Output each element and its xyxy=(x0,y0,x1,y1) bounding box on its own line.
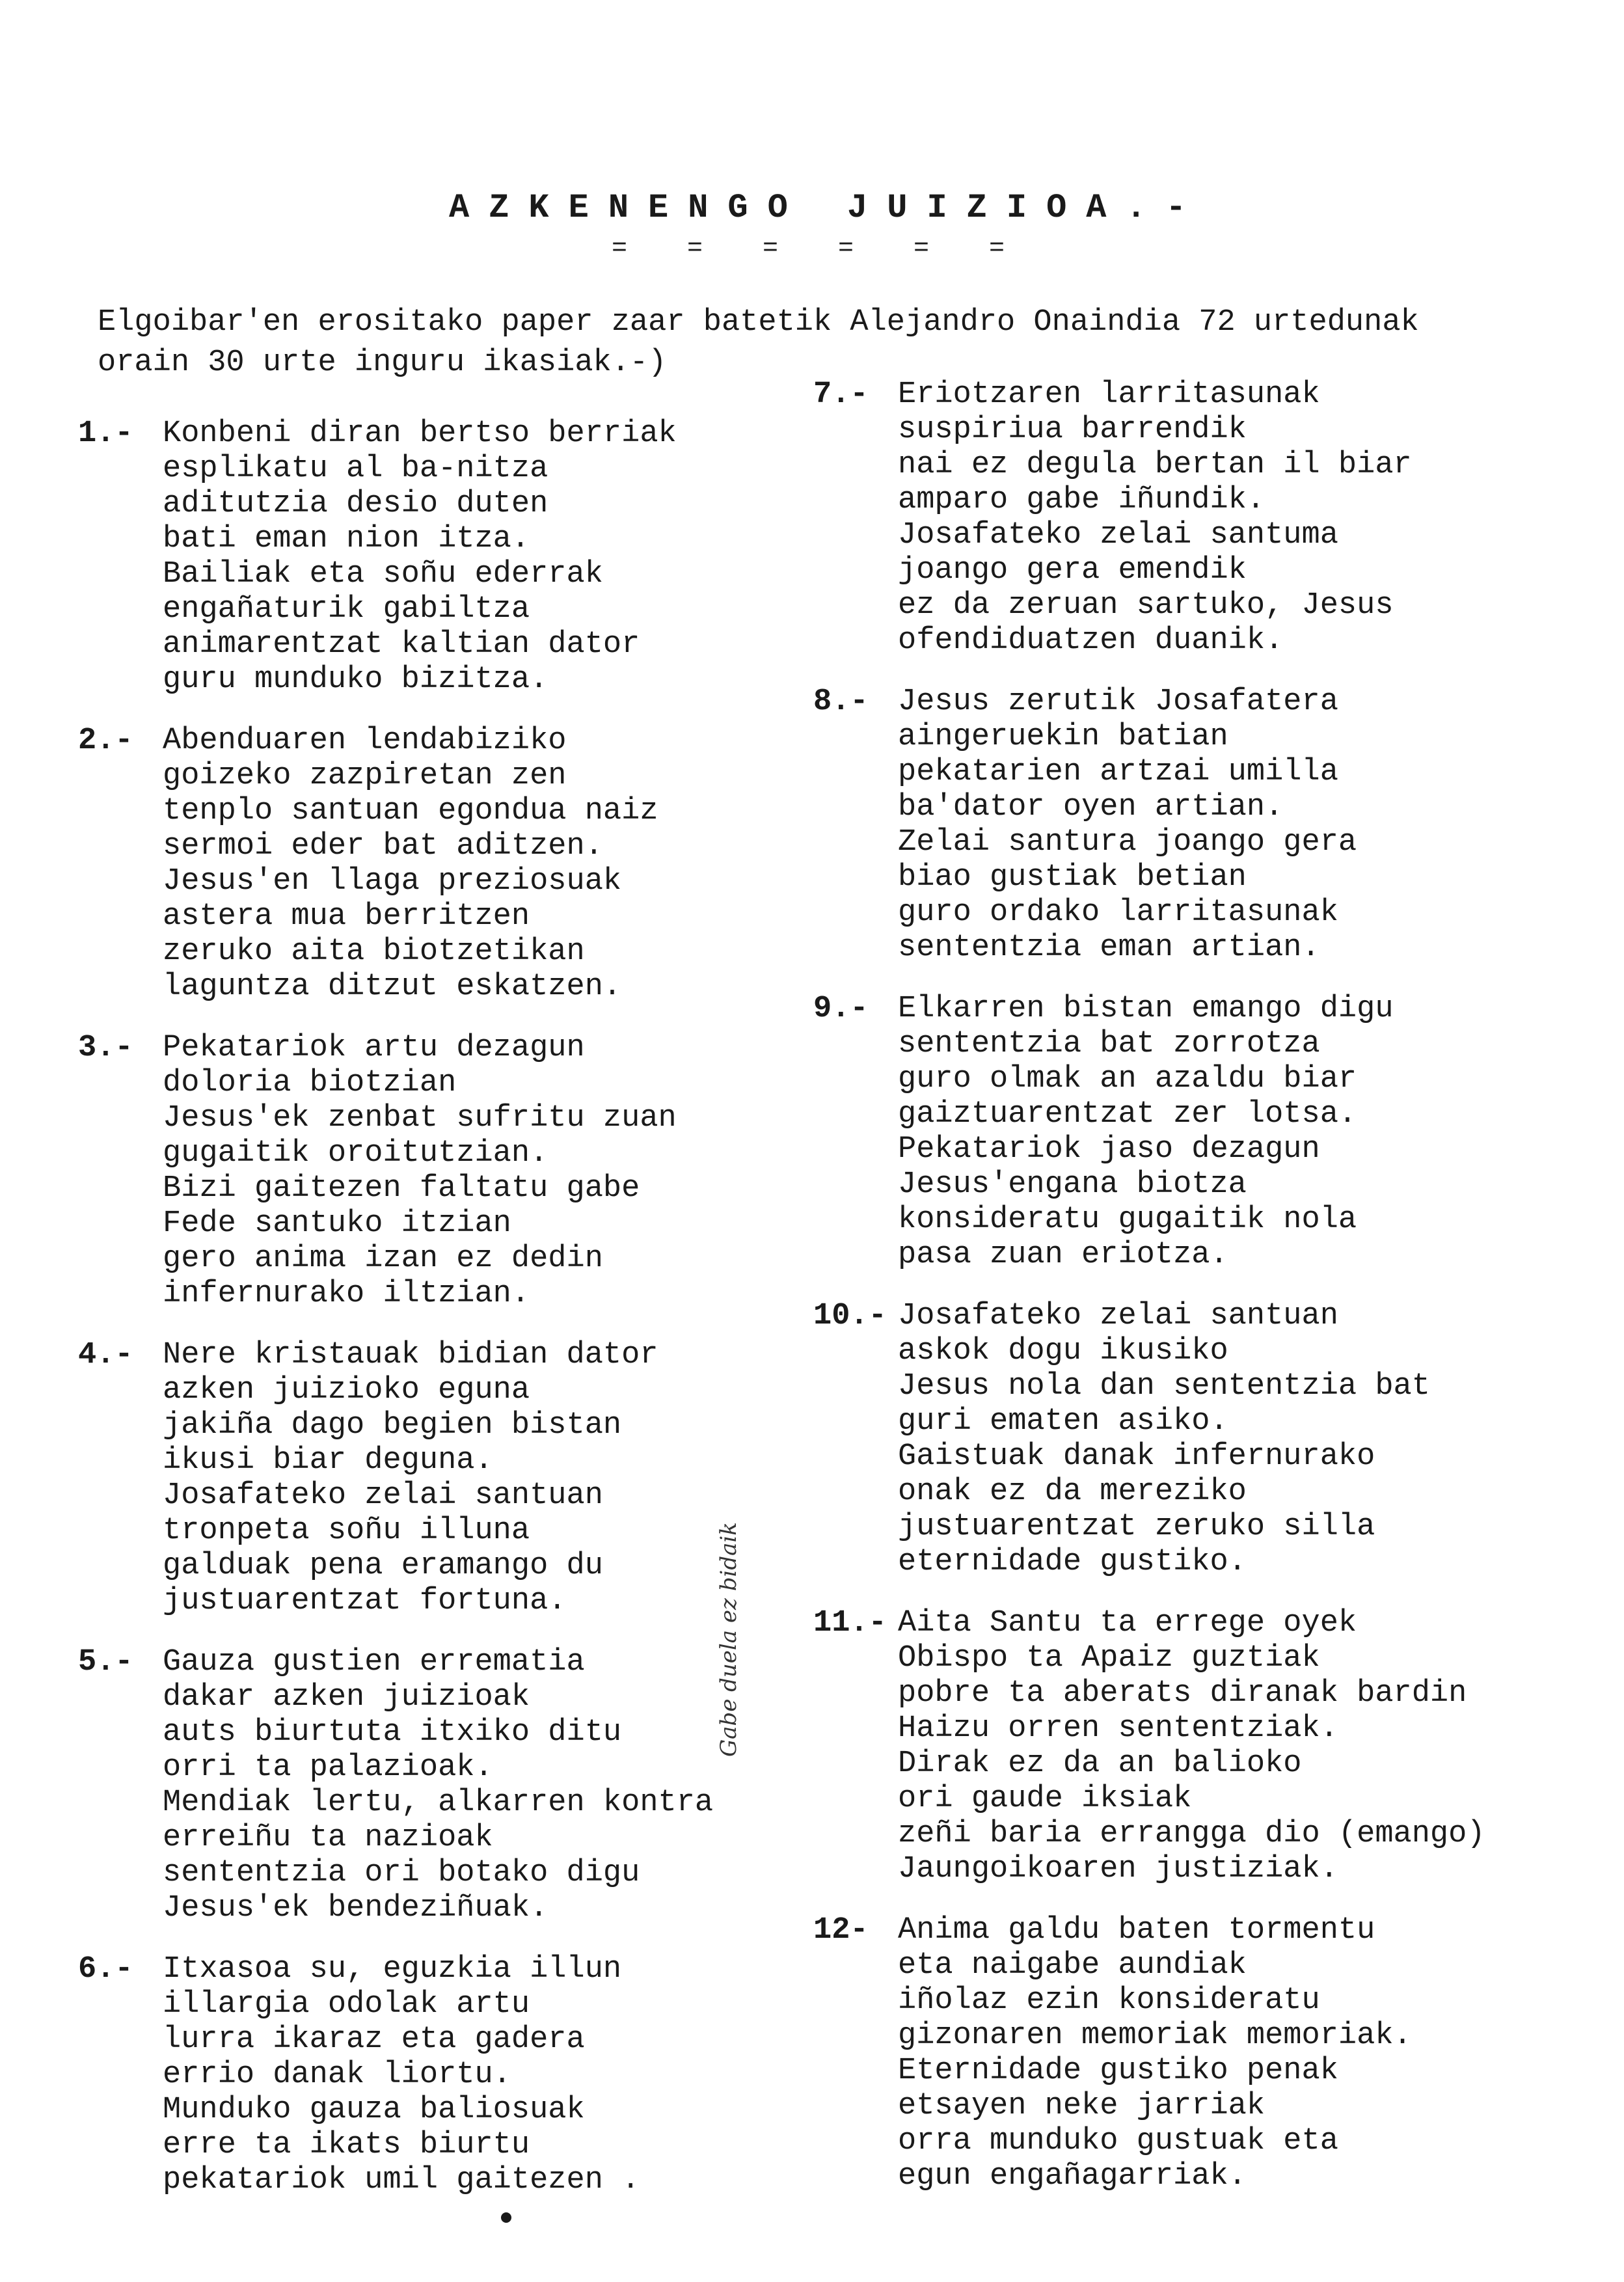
stanza xyxy=(813,377,1562,659)
verse-line: Jesus'ek zenbat sufritu zuan xyxy=(163,1101,677,1135)
verse-line: Anima galdu baten tormentu xyxy=(898,1913,1375,1948)
verse-line: iñolaz ezin konsideratu xyxy=(898,1983,1320,2018)
stanza-number: 10.- xyxy=(813,1299,887,1333)
stanza xyxy=(78,1645,794,1926)
stanza-lines xyxy=(898,1606,1562,1887)
verse-line: jakiña dago begien bistan xyxy=(163,1408,622,1443)
verse-line: engañaturik gabiltza xyxy=(163,592,530,627)
stanza-lines xyxy=(163,1952,794,2198)
verse-line: eta naigabe aundiak xyxy=(898,1948,1247,1983)
verse-line: Jesus'engana biotza xyxy=(898,1167,1247,1202)
verse-line: sententzia ori botako digu xyxy=(163,1856,640,1890)
verse-line: guru munduko bizitza. xyxy=(163,662,548,697)
stanza-lines xyxy=(898,685,1562,966)
stanza xyxy=(813,1913,1562,2194)
verse-line: gero anima izan ez dedin xyxy=(163,1242,603,1276)
verse-line: ori gaude iksiak xyxy=(898,1782,1192,1816)
verse-line: Nere kristauak bidian dator xyxy=(163,1338,658,1372)
stanza-lines xyxy=(898,377,1562,659)
stanza xyxy=(78,1952,794,2198)
stanza xyxy=(813,685,1562,966)
stanza-number: 8.- xyxy=(813,685,869,719)
verse-line: laguntza ditzut eskatzen. xyxy=(163,970,622,1004)
verse-line: animarentzat kaltian dator xyxy=(163,627,640,662)
verse-line: biao gustiak betian xyxy=(898,860,1247,895)
stanza-number: 1.- xyxy=(78,416,133,451)
stanza-number: 4.- xyxy=(78,1338,133,1372)
stanza-number: 2.- xyxy=(78,724,133,758)
verse-line: ofendiduatzen duanik. xyxy=(898,623,1284,658)
verse-line: infernurako iltzian. xyxy=(163,1277,530,1311)
verse-line: Obispo ta Apaiz guztiak xyxy=(898,1641,1320,1676)
stanza xyxy=(813,1299,1562,1580)
verse-line: nai ez degula bertan il biar xyxy=(898,448,1412,482)
verse-line: auts biurtuta itxiko ditu xyxy=(163,1715,622,1750)
left-column xyxy=(78,416,794,2224)
verse-line: suspiriua barrendik xyxy=(898,413,1247,447)
stanza-number: 3.- xyxy=(78,1031,133,1065)
stanza-lines xyxy=(898,1299,1562,1580)
verse-line: sermoi eder bat aditzen. xyxy=(163,829,603,863)
verse-line: pobre ta aberats diranak bardin xyxy=(898,1676,1467,1711)
verse-line: Jesus'en llaga preziosuak xyxy=(163,864,622,899)
verse-line: pekatariok umil gaitezen . xyxy=(163,2163,640,2197)
stanza xyxy=(813,1606,1562,1887)
stanza xyxy=(813,992,1562,1273)
corner-stamp xyxy=(1494,33,1598,98)
verse-line: zeñi baria errangga dio (emango) xyxy=(898,1817,1485,1851)
verse-line: Gaistuak danak infernurako xyxy=(898,1439,1375,1474)
stanza-number: 11.- xyxy=(813,1606,887,1640)
verse-line: gugaitik oroitutzian. xyxy=(163,1136,548,1171)
verse-line: gaiztuarentzat zer lotsa. xyxy=(898,1097,1357,1132)
verse-line: aingeruekin batian xyxy=(898,720,1228,754)
verse-line: astera mua berritzen xyxy=(163,899,530,934)
verse-line: Josafateko zelai santuan xyxy=(898,1299,1338,1333)
stanza-lines xyxy=(898,1913,1562,2194)
verse-line: Bizi gaitezen faltatu gabe xyxy=(163,1171,640,1206)
verse-line: Konbeni diran bertso berriak xyxy=(163,416,677,451)
verse-line: esplikatu al ba-nitza xyxy=(163,452,548,486)
verse-line: Pekatariok jaso dezagun xyxy=(898,1132,1320,1167)
verse-line: Jesus zerutik Josafatera xyxy=(898,685,1338,719)
stanza xyxy=(78,1031,794,1312)
stanza-lines xyxy=(163,1031,794,1312)
stanza-number: 5.- xyxy=(78,1645,133,1679)
verse-line: Jesus nola dan sententzia bat xyxy=(898,1369,1430,1404)
verse-line: Eriotzaren larritasunak xyxy=(898,377,1320,412)
verse-line: guro ordako larritasunak xyxy=(898,895,1338,930)
verse-line: illargia odolak artu xyxy=(163,1987,530,2022)
verse-line: ba'dator oyen artian. xyxy=(898,790,1284,824)
verse-line: errio danak liortu. xyxy=(163,2058,511,2092)
verse-line: Zelai santura joango gera xyxy=(898,825,1357,860)
stanza-number: 7.- xyxy=(813,377,869,412)
verse-line: pekatarien artzai umilla xyxy=(898,755,1338,789)
title-underline: = = = = = = xyxy=(612,234,1027,264)
verse-line: justuarentzat fortuna. xyxy=(163,1584,567,1618)
verse-line: egun engañagarriak. xyxy=(898,2159,1247,2194)
stanza-lines xyxy=(163,724,794,1005)
stanza xyxy=(78,724,794,1005)
verse-line: konsideratu gugaitik nola xyxy=(898,1202,1357,1237)
verse-line: Jaungoikoaren justiziak. xyxy=(898,1852,1338,1886)
verse-line: bati eman nion itza. xyxy=(163,522,530,556)
verse-line: Abenduaren lendabiziko xyxy=(163,724,567,758)
verse-line: Eternidade gustiko penak xyxy=(898,2054,1338,2088)
stanza xyxy=(78,1338,794,1619)
verse-line: azken juizioko eguna xyxy=(163,1373,530,1407)
verse-line: erre ta ikats biurtu xyxy=(163,2128,530,2162)
verse-line: Itxasoa su, eguzkia illun xyxy=(163,1952,622,1987)
verse-line: Pekatariok artu dezagun xyxy=(163,1031,585,1065)
stanza-number: 9.- xyxy=(813,992,869,1026)
verse-line: Dirak ez da an balioko xyxy=(898,1746,1302,1781)
verse-line: gizonaren memoriak memoriak. xyxy=(898,2018,1412,2053)
verse-line: eternidade gustiko. xyxy=(898,1545,1247,1579)
verse-line: Haizu orren sententziak. xyxy=(898,1711,1338,1746)
verse-line: tronpeta soñu illuna xyxy=(163,1514,530,1548)
verse-line: Fede santuko itzian xyxy=(163,1206,511,1241)
page-title: AZKENENGO JUIZIOA.- xyxy=(449,189,1206,227)
stanza-number: 12- xyxy=(813,1913,869,1948)
verse-line: joango gera emendik xyxy=(898,553,1247,588)
verse-line: guri ematen asiko. xyxy=(898,1404,1228,1439)
verse-line: aditutzia desio duten xyxy=(163,487,548,521)
stanza-lines xyxy=(898,992,1562,1273)
verse-line: etsayen neke jarriak xyxy=(898,2089,1265,2123)
verse-line: goizeko zazpiretan zen xyxy=(163,759,567,793)
verse-line: Elkarren bistan emango digu xyxy=(898,992,1394,1026)
stanza-lines xyxy=(163,1338,794,1619)
verse-line: dakar azken juizioak xyxy=(163,1680,530,1715)
verse-line: amparo gabe iñundik. xyxy=(898,483,1265,517)
ink-dot xyxy=(501,2212,511,2223)
verse-line: guro olmak an azaldu biar xyxy=(898,1062,1357,1096)
stanza-number: 6.- xyxy=(78,1952,133,1987)
verse-line: askok dogu ikusiko xyxy=(898,1334,1228,1368)
verse-line: pasa zuan eriotza. xyxy=(898,1238,1228,1272)
verse-line: doloria biotzian xyxy=(163,1066,457,1100)
verse-line: tenplo santuan egondua naiz xyxy=(163,794,658,828)
verse-line: onak ez da mereziko xyxy=(898,1474,1247,1509)
verse-line: ikusi biar deguna. xyxy=(163,1443,493,1478)
verse-line: Josafateko zelai santuma xyxy=(898,518,1338,552)
intro-text: Elgoibar'en erositako paper zaar batetik Alejandro Onaindia 72 urtedunak orain 30 urte inguru ikasiak.-) xyxy=(98,305,1419,380)
verse-line: ez da zeruan sartuko, Jesus xyxy=(898,588,1394,623)
verse-line: zeruko aita biotzetikan xyxy=(163,934,585,969)
handwritten-margin-note: Gabe duela ez bidaik xyxy=(716,1522,742,1757)
verse-line: justuarentzat zeruko silla xyxy=(898,1510,1375,1544)
verse-line: galduak pena eramango du xyxy=(163,1549,603,1583)
verse-line: orra munduko gustuak eta xyxy=(898,2124,1338,2158)
verse-line: Jesus'ek bendeziñuak. xyxy=(163,1891,548,1925)
right-column xyxy=(813,377,1562,2220)
verse-line: orri ta palazioak. xyxy=(163,1750,493,1785)
stanza-lines xyxy=(163,1645,794,1926)
verse-line: Gauza gustien errematia xyxy=(163,1645,585,1679)
verse-line: Mendiak lertu, alkarren kontra xyxy=(163,1786,714,1820)
verse-line: Aita Santu ta errege oyek xyxy=(898,1606,1357,1640)
verse-line: lurra ikaraz eta gadera xyxy=(163,2022,585,2057)
verse-line: sententzia bat zorrotza xyxy=(898,1027,1320,1061)
stanza-lines xyxy=(163,416,794,698)
verse-line: Bailiak eta soñu ederrak xyxy=(163,557,603,591)
verse-line: sententzia eman artian. xyxy=(898,930,1320,965)
verse-line: erreiñu ta nazioak xyxy=(163,1821,493,1855)
verse-line: Josafateko zelai santuan xyxy=(163,1478,603,1513)
verse-line: Munduko gauza baliosuak xyxy=(163,2093,585,2127)
stanza xyxy=(78,416,794,698)
